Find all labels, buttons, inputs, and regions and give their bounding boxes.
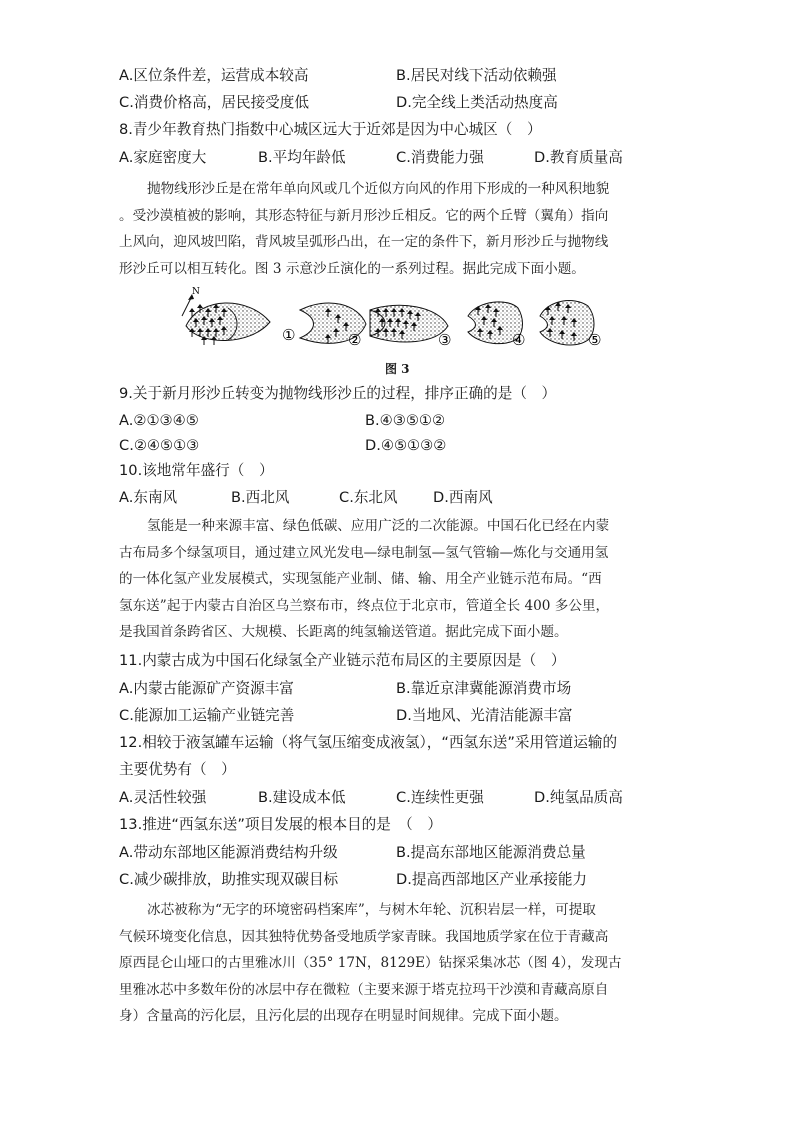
- dune-label-2: ②: [348, 331, 362, 349]
- q9-option-d[interactable]: D.④⑤①③②: [365, 437, 447, 454]
- passage-dunes: [119, 176, 679, 282]
- north-label: N: [192, 287, 200, 297]
- q7-option-a[interactable]: A.区位条件差，运营成本较高: [119, 67, 309, 84]
- passage-ice-core-line: 里雅冰芯中多数年份的冰层中存在微粒（主要来源于塔克拉玛干沙漠和青藏高原自: [119, 981, 609, 998]
- passage-hydrogen-line: 的一体化氢产业发展模式，实现氢能产业制、储、输、用全产业链示范布局。“西: [119, 571, 602, 587]
- passage-ice-core-line: 气候环境变化信息，因其独特优势备受地质学家青睐。我国地质学家在位于青藏高: [119, 928, 609, 945]
- q10-stem: 10.该地常年盛行（ ）: [119, 462, 274, 479]
- passage-dunes-line: 。受沙漠植被的影响，其形态特征与新月形沙丘相反。它的两个丘臂（翼角）指向: [119, 207, 609, 224]
- passage-ice-core-line: 身）含量高的污化层，且污化层的出现存在明显时间规律。完成下面小题。: [119, 1008, 568, 1024]
- q10-option-a[interactable]: A.东南风: [119, 489, 178, 506]
- q9-option-a[interactable]: A.②①③④⑤: [119, 412, 199, 429]
- dune-label-1: ①: [282, 326, 296, 344]
- passage-ice-core: [119, 897, 679, 1030]
- q11-option-a[interactable]: A.内蒙古能源矿产资源丰富: [119, 680, 294, 697]
- q12-stem-line-2: 主要优势有（ ）: [119, 761, 236, 778]
- passage-hydrogen-line: 是我国首条跨省区、大规模、长距离的纯氢输送管道。据此完成下面小题。: [119, 624, 568, 640]
- passage-dunes-line: 上风向，迎风坡凹陷，背风坡呈弧形凸出，在一定的条件下，新月形沙丘与抛物线: [119, 234, 609, 250]
- q8-stem: 8.青少年教育热门指数中心城区远大于近郊是因为中心城区（ ）: [119, 121, 542, 138]
- q8-option-c[interactable]: C.消费能力强: [396, 149, 484, 166]
- passage-hydrogen-line: 氢能是一种来源丰富、绿色低碳、应用广泛的二次能源。中国石化已经在内蒙: [147, 518, 610, 534]
- q13-option-d[interactable]: D.提高西部地区产业承接能力: [396, 871, 588, 888]
- figure-3-dune-evolution: [178, 282, 618, 354]
- q9-option-b[interactable]: B.④③⑤①②: [365, 412, 446, 429]
- q13-option-c[interactable]: C.减少碳排放，助推实现双碳目标: [119, 871, 339, 888]
- q10-option-b[interactable]: B.西北风: [231, 489, 290, 506]
- q10-option-c[interactable]: C.东北风: [339, 489, 398, 506]
- passage-hydrogen-line: 古布局多个绿氢项目，通过建立风光发电—绿电制氢—氢气管输—炼化与交通用氢: [119, 544, 609, 561]
- q11-option-b[interactable]: B.靠近京津冀能源消费市场: [396, 680, 572, 697]
- dune-1-icon: [186, 303, 270, 345]
- passage-dunes-line: 形沙丘可以相互转化。图 3 示意沙丘演化的一系列过程。据此完成下面小题。: [119, 260, 585, 277]
- q13-option-b[interactable]: B.提高东部地区能源消费总量: [396, 844, 586, 861]
- dune-3-icon: [370, 305, 448, 342]
- passage-ice-core-line: 原西昆仑山垭口的古里雅冰川（35° 17N，8129E）钻探采集冰芯（图 4），发现古: [119, 955, 622, 971]
- dune-5-icon: [540, 301, 594, 346]
- passage-hydrogen: [119, 513, 679, 646]
- dune-label-5: ⑤: [588, 331, 602, 349]
- q13-option-a[interactable]: A.带动东部地区能源消费结构升级: [119, 844, 338, 861]
- q12-option-c[interactable]: C.连续性更强: [396, 789, 484, 806]
- q9-option-c[interactable]: C.②④⑤①③: [119, 437, 200, 454]
- q7-option-c[interactable]: C.消费价格高，居民接受度低: [119, 94, 309, 111]
- q8-option-d[interactable]: D.教育质量高: [534, 149, 623, 166]
- passage-dunes-line: 抛物线形沙丘是在常年单向风或几个近似方向风的作用下形成的一种风积地貌: [147, 181, 610, 197]
- q9-stem: 9.关于新月形沙丘转变为抛物线形沙丘的过程，排序正确的是（ ）: [119, 385, 557, 402]
- q13-stem: 13.推进“西氢东送”项目发展的根本目的是 （ ）: [119, 816, 442, 833]
- q7-option-d[interactable]: D.完全线上类活动热度高: [396, 94, 558, 111]
- dune-label-4: ④: [512, 331, 526, 349]
- q11-option-c[interactable]: C.能源加工运输产业链完善: [119, 707, 295, 724]
- passage-ice-core-line: 冰芯被称为“无字的环境密码档案库”，与树木年轮、沉积岩层一样，可提取: [147, 902, 596, 918]
- q8-option-b[interactable]: B.平均年龄低: [258, 149, 346, 166]
- q12-option-a[interactable]: A.灵活性较强: [119, 789, 207, 806]
- q12-option-d[interactable]: D.纯氢品质高: [534, 789, 623, 806]
- figure-3-caption: 图 3: [385, 362, 410, 376]
- q11-option-d[interactable]: D.当地风、光清洁能源丰富: [396, 707, 573, 724]
- q10-option-d[interactable]: D.西南风: [433, 489, 493, 506]
- q12-option-b[interactable]: B.建设成本低: [258, 789, 346, 806]
- passage-hydrogen-line: 氢东送”起于内蒙古自治区乌兰察布市，终点位于北京市，管道全长 400 多公里，: [119, 597, 610, 614]
- q12-stem-line-1: 12.相较于液氢罐车运输（将气氢压缩变成液氢），“西氢东送”采用管道运输的: [119, 734, 618, 751]
- q11-stem: 11.内蒙古成为中国石化绿氢全产业链示范布局区的主要原因是（ ）: [119, 652, 566, 669]
- dune-label-3: ③: [438, 331, 452, 349]
- q7-option-b[interactable]: B.居民对线下活动依赖强: [396, 67, 557, 84]
- q8-option-a[interactable]: A.家庭密度大: [119, 149, 207, 166]
